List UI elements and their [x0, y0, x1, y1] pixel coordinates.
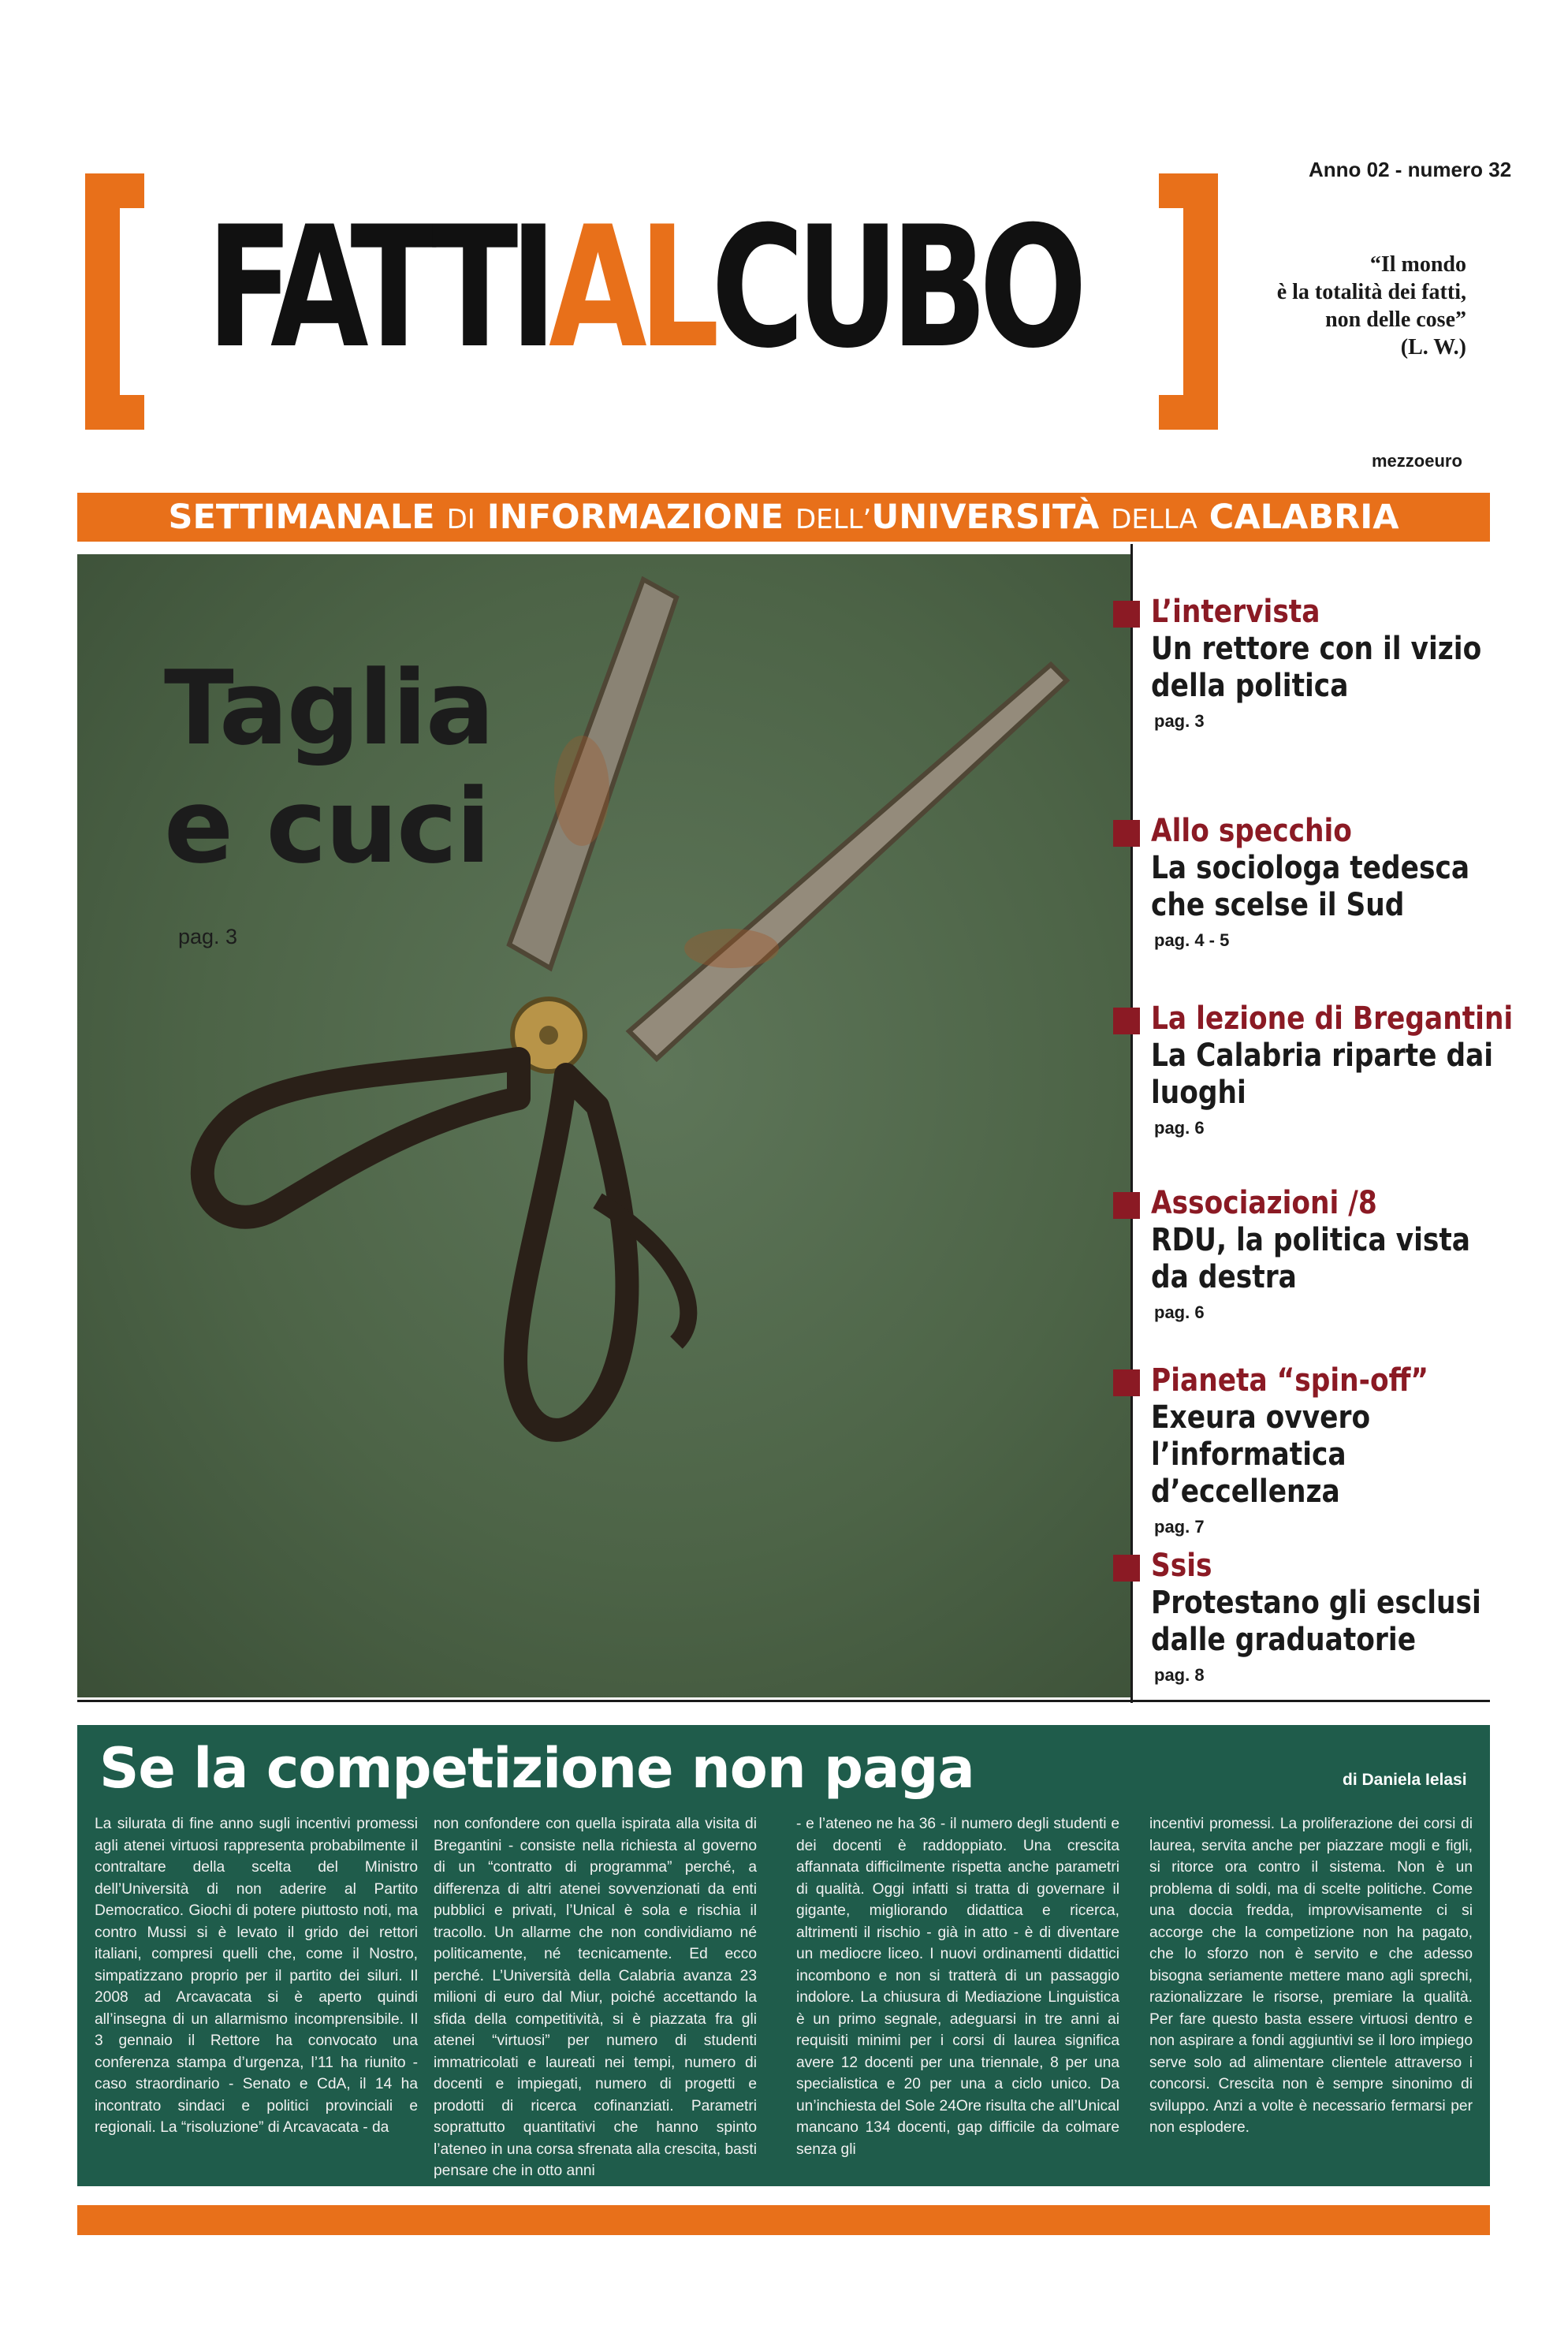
- logo-word-fatti: FATTI: [207, 190, 549, 385]
- article-byline: di Daniela Ielasi: [1343, 1771, 1467, 1789]
- teaser-headline: Exeura ovvero l’informatica d’eccellenza: [1151, 1399, 1371, 1510]
- scissors-blade-lower: [629, 665, 1067, 1059]
- tagline-word: INFORMAZIONE: [486, 497, 784, 537]
- teaser-headline: La Calabria riparte dai luoghi: [1151, 1038, 1494, 1111]
- masthead-logo: [207, 185, 1079, 390]
- section-divider: [77, 1700, 1490, 1702]
- tagline-word: DELL’: [795, 504, 872, 535]
- rust-spot: [684, 929, 779, 968]
- teaser-marker: [1113, 820, 1140, 847]
- teaser-marker: [1113, 1369, 1140, 1396]
- article-column: [1149, 1813, 1473, 2139]
- teaser-item[interactable]: [1113, 593, 1492, 732]
- teaser-item[interactable]: [1113, 1184, 1492, 1323]
- price-label: mezzoeuro: [1372, 451, 1462, 471]
- teaser-page: pag. 6: [1154, 1118, 1205, 1138]
- logo-word-cubo: CUBO: [711, 190, 1079, 385]
- teaser-kicker: Ssis: [1151, 1548, 1212, 1584]
- teaser-page: pag. 7: [1154, 1517, 1205, 1537]
- masthead-quote: [1230, 251, 1466, 361]
- teaser-kicker: Pianeta “spin-off”: [1151, 1362, 1429, 1399]
- scissors-handle-left: [203, 1059, 519, 1217]
- editorial-article: [77, 1725, 1490, 2186]
- teaser-item[interactable]: [1113, 1000, 1514, 1138]
- quote-line: non delle cose”: [1325, 307, 1466, 332]
- teaser-page: pag. 6: [1154, 1302, 1205, 1322]
- teaser-kicker: Allo specchio: [1151, 813, 1352, 849]
- article-text: incentivi promessi. La proliferazione dei corsi di laurea, servita anche per piazzare mogli e figli, si ritorce ora contro il sistema. Non è un problema di soldi, ma di scelte politiche. Come una doccia fredda, improvvisamente ci si accorge che la competizione non ha pagato, che lo sforzo non è servito e che adesso bisogna seriamente mettere mano agli sprechi, razionalizzare le risorse, premiare la qualità. Per fare questo basta essere virtuosi dentro e non aspirare a fondi aggiuntivi se il loro impiego serve solo ad alimentare clientele attraverso i concorsi. Crescita non è sempre sinonimo di sviluppo. Anzi a volte è necessario fermarsi per non esplodere.: [1149, 1816, 1473, 2136]
- teaser-page: pag. 8: [1154, 1665, 1205, 1685]
- article-text: La silurata di fine anno sugli incentivi promessi agli atenei virtuosi rappresenta probabilmente il contraltare della scelta del Ministro dell’Università di non aderire al Partito Democratico. Giochi di potere piuttosto noti, ma contro Mussi si è levato il grido dei rettori italiani, compresi quelli che, come il Nostro, simpatizzano proprio per il partito dei siluri. Il 2008 ad Arcavacata si è aperto quindi all’insegna di un allarmismo incomprensibile. Il 3 gennaio il Rettore ha convocato una conferenza stampa d’urgenza, l’11 ha riunito - caso straordinario - Senato e CdA, il 14 ha incontrato sindaci e politici provinciali e regionali. La “risoluzione” di Arcavacata - da: [95, 1816, 418, 2136]
- scissors-handle-right: [516, 1075, 627, 1430]
- tagline-word: SETTIMANALE: [168, 497, 435, 537]
- article-text: non confondere con quella ispirata alla visita di Bregantini - consiste nella richiesta al governo di un “contratto di programma” perché, a differenza di altri atenei sovvenzionati da enti pubblici e privati, l’Unical è sola e rischia il tracollo. Un allarme che non condividiamo né politicamente, né tecnicamente. Ed ecco perché. L’Università della Calabria avanza 23 milioni di euro dal Miur, poiché accettando la sfida della competitività, si è piazzata fra gli atenei “virtuosi” per numero di studenti immatricolati e laureati nei tempi, numero di docenti e impiegati, numero di progetti e prodotti di ricerca cofinanziati. Parametri soprattutto quantitativi che hanno spinto l’ateneo in una corsa sfrenata alla crescita, basti pensare che in otto anni: [434, 1816, 757, 2179]
- quote-line: è la totalità dei fatti,: [1276, 280, 1466, 304]
- cover-headline-line: e cuci: [164, 766, 490, 886]
- teaser-marker: [1113, 601, 1140, 628]
- teaser-headline: La sociologa tedesca che scelse il Sud: [1151, 850, 1470, 923]
- masthead-left-bracket: [85, 173, 144, 430]
- scissors-pivot-center: [539, 1026, 558, 1045]
- teaser-kicker: Associazioni /8: [1151, 1185, 1377, 1221]
- quote-line: (L. W.): [1400, 335, 1466, 360]
- logo-word-al: AL: [549, 190, 712, 385]
- teaser-marker: [1113, 1008, 1140, 1034]
- tagline-band: [77, 493, 1490, 542]
- teaser-headline: Un rettore con il vizio della politica: [1151, 631, 1482, 704]
- masthead-right-bracket: [1159, 173, 1218, 430]
- footer-bar: [77, 2205, 1490, 2235]
- teaser-item[interactable]: [1113, 1547, 1492, 1686]
- teaser-kicker: L’intervista: [1151, 594, 1320, 630]
- article-column: [796, 1813, 1119, 2160]
- teaser-headline: RDU, la politica vista da destra: [1151, 1222, 1471, 1295]
- article-text: - e l’ateneo ne ha 36 - il numero degli studenti e dei docenti è raddoppiato. Una crescita affannata difficilmente rispetta anche parametri di qualità. Oggi infatti si tratta di governare il gigante, migliorando didattica e ricerca, altrimenti il rischio - già in atto - è di diventare un mediocre liceo. I nuovi ordinamenti didattici incombono e non si tratterà di un passaggio indolore. La chiusura di Mediazione Linguistica è un primo segnale, adeguarsi in tre anni ai requisiti minimi per i corsi di laurea significa avere 12 docenti per una triennale, 8 per una specialistica e 20 per una a ciclo unico. Da un’inchiesta del Sole 24Ore risulta che all’Unical mancano 134 docenti, gap difficile da colmare senza gli: [796, 1816, 1119, 2158]
- article-column: [95, 1813, 418, 2139]
- teaser-marker: [1113, 1192, 1140, 1219]
- article-title: Se la competizione non paga: [99, 1736, 974, 1801]
- teaser-item[interactable]: [1113, 812, 1492, 951]
- tagline-word: UNIVERSITÀ: [871, 497, 1100, 537]
- cover-headline: [164, 649, 493, 885]
- cover-photo: [77, 554, 1130, 1697]
- tagline-word: DI: [446, 504, 475, 535]
- issue-number: Anno 02 - numero 32: [1309, 158, 1512, 181]
- tagline-word: DELLA: [1111, 504, 1197, 535]
- teaser-page: pag. 3: [1154, 711, 1205, 731]
- teaser-headline: Protestano gli esclusi dalle graduatorie: [1151, 1585, 1481, 1658]
- rust-spot: [554, 736, 609, 846]
- teaser-kicker: La lezione di Bregantini: [1151, 1000, 1514, 1037]
- tagline-word: CALABRIA: [1209, 497, 1399, 537]
- article-column: [434, 1813, 757, 2182]
- cover-headline-line: Taglia: [164, 648, 493, 768]
- teaser-item[interactable]: [1113, 1362, 1492, 1537]
- teaser-marker: [1113, 1555, 1140, 1582]
- quote-line: “Il mondo: [1369, 252, 1466, 277]
- teaser-page: pag. 4 - 5: [1154, 930, 1230, 950]
- cover-page-ref: pag. 3: [178, 925, 238, 948]
